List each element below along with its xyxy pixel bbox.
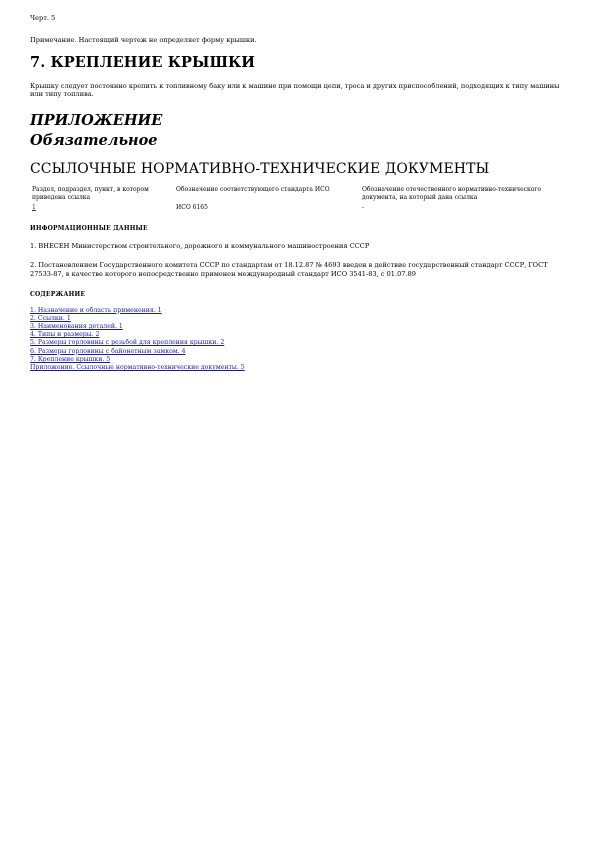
info-item: 1. ВНЕСЕН Министерством строительного, дорожного и коммунального машиностроения СССР <box>30 242 370 251</box>
appendix-title: ПРИЛОЖЕНИЕ <box>30 112 163 130</box>
toc-link[interactable]: 5. Размеры горловины с резьбой для крепления крышки. 2 <box>30 339 225 347</box>
toc-link[interactable]: 1. Назначение и область применения. 1 <box>30 306 162 314</box>
toc-link[interactable]: 6. Размеры горловины с байонетным замком. 4 <box>30 347 186 355</box>
figure-note: Примечание. Настоящий чертеж не определяет форму крышки. <box>30 35 257 44</box>
table-cell: - <box>362 204 365 212</box>
info-item: 2. Постановлением Государственного комитета СССР по стандартам от 18.12.87 № 4693 введен в действие государственный стандарт СССР, ГОСТ 27533-87, в качестве которого непосредственно применен международный стандарт ИСО 3541-83, с 01.07.89 <box>30 260 548 278</box>
references-table <box>30 185 570 213</box>
toc-item <box>30 339 570 347</box>
section-link[interactable]: 1 <box>32 204 36 212</box>
toc-title: СОДЕРЖАНИЕ <box>30 290 86 298</box>
toc-link[interactable]: Приложение. Ссылочные нормативно-технические документы. 5 <box>30 364 245 371</box>
table-header-cell: Обозначение соответствующего стандарта ИСО <box>176 186 330 194</box>
table-cell: ИСО 6165 <box>176 204 208 212</box>
figure-caption: Черт. 5 <box>30 14 56 22</box>
table-of-contents <box>30 307 570 373</box>
toc-link[interactable]: 2. Ссылки. 1 <box>30 314 71 322</box>
toc-item <box>30 323 570 331</box>
toc-link[interactable]: 7. Крепление крышки. 5 <box>30 355 111 363</box>
toc-item <box>30 364 570 372</box>
table-header-cell: Раздел, подраздел, пункт, в котором приведена ссылка <box>32 186 149 202</box>
table-header-row <box>30 185 570 203</box>
toc-item <box>30 356 570 364</box>
info-title: ИНФОРМАЦИОННЫЕ ДАННЫЕ <box>30 225 148 233</box>
appendix-subtitle: Обязательное <box>30 132 158 150</box>
toc-link[interactable]: 3. Наименования деталей. 1 <box>30 322 123 330</box>
table-row <box>30 203 570 213</box>
table-header-cell: Обозначение отечественного нормативно-технического документа, на который дана ссылка <box>362 186 542 202</box>
toc-link[interactable]: 4. Типы и размеры. 2 <box>30 331 100 339</box>
document-page <box>30 14 570 372</box>
toc-item <box>30 348 570 356</box>
section-7-title: 7. КРЕПЛЕНИЕ КРЫШКИ <box>30 53 256 71</box>
toc-item <box>30 307 570 315</box>
section-7-text: Крышку следует постоянно крепить к топливному баку или к машине при помощи цепи, троса и других приспособлений, подходящих к типу машины или типу топлива. <box>30 81 560 99</box>
toc-item <box>30 331 570 339</box>
table-cell <box>30 203 174 213</box>
toc-item <box>30 315 570 323</box>
appendix-heading: ССЫЛОЧНЫЕ НОРМАТИВНО-ТЕХНИЧЕСКИЕ ДОКУМЕНТЫ <box>30 161 490 178</box>
